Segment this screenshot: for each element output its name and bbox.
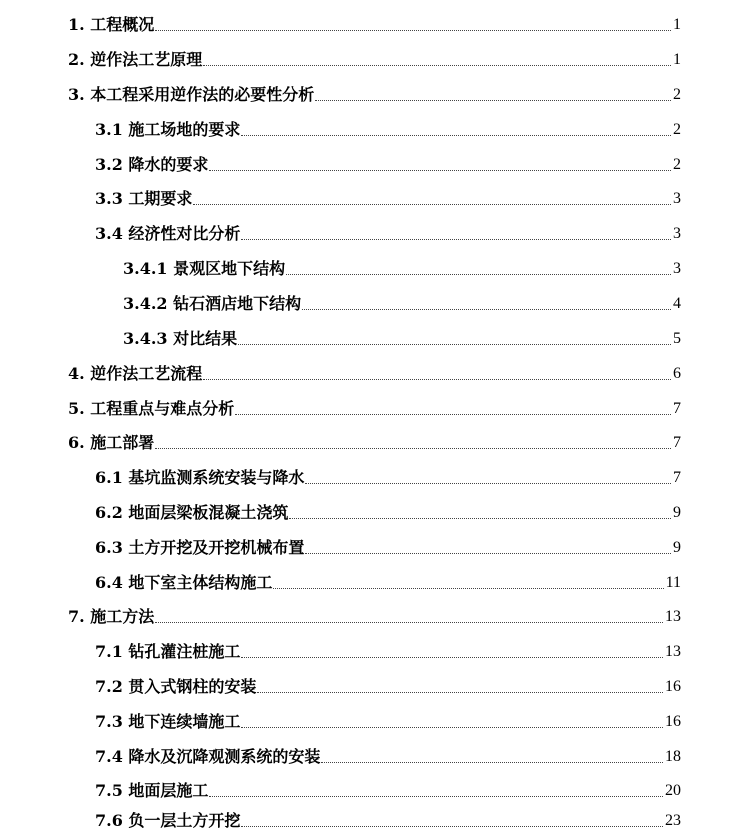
toc-dot-leader <box>273 588 663 589</box>
toc-entry-page: 20 <box>665 782 681 799</box>
toc-entry-page: 13 <box>665 643 681 660</box>
toc-entry-page: 2 <box>673 121 681 138</box>
toc-entry[interactable] <box>68 396 681 420</box>
toc-entry-label: 2. 逆作法工艺原理 <box>68 50 203 69</box>
toc-dot-leader <box>257 692 663 693</box>
toc-entry-label: 3.1 施工场地的要求 <box>95 120 241 139</box>
toc-dot-leader <box>286 274 671 275</box>
toc-entry-page: 4 <box>673 295 681 312</box>
toc-entry-page: 2 <box>673 156 681 173</box>
toc-dot-leader <box>155 448 671 449</box>
toc-entry-label: 7. 施工方法 <box>68 607 155 626</box>
toc-entry[interactable] <box>95 117 681 141</box>
toc-entry-page: 5 <box>673 330 681 347</box>
toc-dot-leader <box>241 135 671 136</box>
toc-dot-leader <box>289 518 671 519</box>
toc-entry-label: 1. 工程概况 <box>68 15 155 34</box>
toc-entry-page: 1 <box>673 16 681 33</box>
toc-entry[interactable] <box>68 430 681 454</box>
toc-entry-label: 7.1 钻孔灌注桩施工 <box>95 642 241 661</box>
toc-entry-label: 7.2 贯入式钢柱的安装 <box>95 677 257 696</box>
toc-entry[interactable] <box>95 639 681 663</box>
toc-dot-leader <box>203 65 671 66</box>
toc-entry[interactable] <box>95 674 681 698</box>
toc-entry[interactable] <box>95 535 681 559</box>
toc-dot-leader <box>209 796 663 797</box>
toc-entry-page: 9 <box>673 504 681 521</box>
toc-entry-label: 5. 工程重点与难点分析 <box>68 399 235 418</box>
toc-entry[interactable] <box>95 221 681 245</box>
toc-dot-leader <box>155 30 671 31</box>
toc-dot-leader <box>305 483 671 484</box>
toc-dot-leader <box>209 170 671 171</box>
toc-entry[interactable] <box>123 256 681 280</box>
toc-entry-page: 13 <box>665 608 681 625</box>
toc-entry-label: 6.3 土方开挖及开挖机械布置 <box>95 538 305 557</box>
toc-entry-label: 6.1 基坑监测系统安装与降水 <box>95 468 305 487</box>
toc-entry[interactable] <box>95 500 681 524</box>
toc-entry-page: 23 <box>665 812 681 829</box>
toc-entry-page: 11 <box>665 574 681 591</box>
toc-dot-leader <box>305 553 671 554</box>
toc-dot-leader <box>321 762 663 763</box>
toc-entry-label: 3. 本工程采用逆作法的必要性分析 <box>68 85 315 104</box>
toc-entry-label: 3.4.1 景观区地下结构 <box>123 259 286 278</box>
toc-entry[interactable] <box>68 47 681 71</box>
toc-entry-label: 4. 逆作法工艺流程 <box>68 364 203 383</box>
toc-entry-label: 3.3 工期要求 <box>95 189 193 208</box>
toc-entry-label: 6.4 地下室主体结构施工 <box>95 573 273 592</box>
toc-dot-leader <box>241 239 671 240</box>
toc-entry-page: 18 <box>665 748 681 765</box>
toc-entry-page: 3 <box>673 225 681 242</box>
toc-entry[interactable] <box>68 82 681 106</box>
toc-entry[interactable] <box>123 291 681 315</box>
toc-entry-label: 7.3 地下连续墙施工 <box>95 712 241 731</box>
toc-entry[interactable] <box>95 778 681 802</box>
toc-entry[interactable] <box>95 808 681 832</box>
toc-dot-leader <box>238 344 671 345</box>
toc-entry[interactable] <box>95 570 681 594</box>
toc-dot-leader <box>235 414 671 415</box>
toc-entry-page: 3 <box>673 190 681 207</box>
toc-entry[interactable] <box>95 744 681 768</box>
toc-dot-leader <box>203 379 671 380</box>
toc-entry[interactable] <box>123 326 681 350</box>
toc-entry[interactable] <box>95 152 681 176</box>
toc-entry-page: 16 <box>665 713 681 730</box>
toc-entry[interactable] <box>95 186 681 210</box>
toc-entry-page: 3 <box>673 260 681 277</box>
toc-entry[interactable] <box>95 465 681 489</box>
toc-entry-label: 6. 施工部署 <box>68 433 155 452</box>
toc-dot-leader <box>302 309 671 310</box>
toc-entry-label: 3.4.2 钻石酒店地下结构 <box>123 294 302 313</box>
toc-entry-page: 16 <box>665 678 681 695</box>
toc-entry-label: 3.4.3 对比结果 <box>123 329 238 348</box>
toc-entry-label: 7.4 降水及沉降观测系统的安装 <box>95 747 321 766</box>
toc-dot-leader <box>241 727 663 728</box>
toc-entry[interactable] <box>95 709 681 733</box>
toc-entry-page: 7 <box>673 469 681 486</box>
toc-dot-leader <box>241 657 663 658</box>
toc-entry-label: 7.6 负一层土方开挖 <box>95 811 241 830</box>
toc-dot-leader <box>193 204 671 205</box>
toc-dot-leader <box>241 826 663 827</box>
toc-entry-page: 2 <box>673 86 681 103</box>
toc-entry-label: 3.2 降水的要求 <box>95 155 209 174</box>
toc-entry-page: 9 <box>673 539 681 556</box>
toc-entry-page: 1 <box>673 51 681 68</box>
toc-entry-label: 7.5 地面层施工 <box>95 781 209 800</box>
toc-entry-page: 7 <box>673 434 681 451</box>
toc-entry[interactable] <box>68 361 681 385</box>
toc-entry[interactable] <box>68 12 681 36</box>
toc-entry-label: 6.2 地面层梁板混凝土浇筑 <box>95 503 289 522</box>
toc-dot-leader <box>155 622 663 623</box>
toc-dot-leader <box>315 100 671 101</box>
toc-entry-page: 6 <box>673 365 681 382</box>
toc-entry-page: 7 <box>673 400 681 417</box>
toc-entry[interactable] <box>68 604 681 628</box>
toc-entry-label: 3.4 经济性对比分析 <box>95 224 241 243</box>
